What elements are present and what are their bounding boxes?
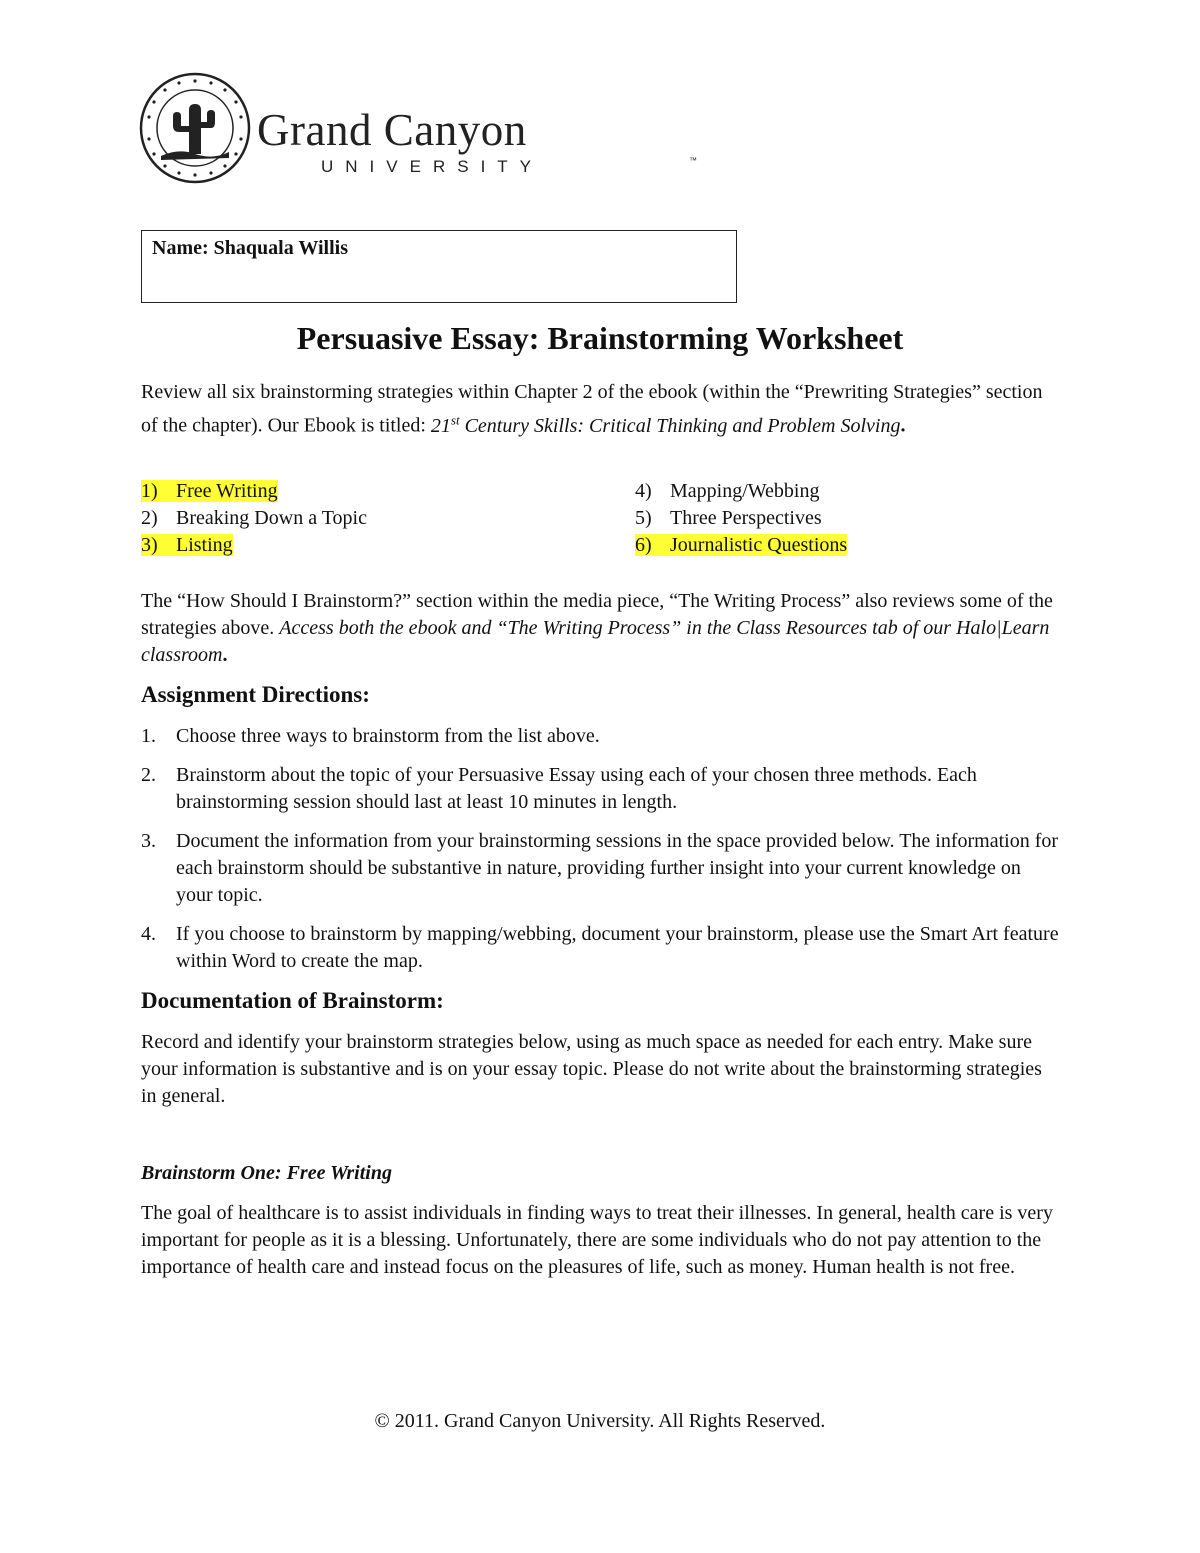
strategy-item: 4) Mapping/Webbing [635,480,820,502]
strategy-item [141,532,367,559]
logo-wordmark-university: UNIVERSITY [321,157,544,176]
page-title: Persuasive Essay: Brainstorming Worksheet [296,320,904,356]
logo-wordmark-grand-canyon: Grand Canyon [257,105,527,155]
university-logo [139,72,697,184]
documentation-paragraph: Record and identify your brainstorm strategies below, using as much space as needed for each entry. Make sure your information is substantive and is on your essay topic. Please do not write about the brainstorming strategies in general. [141,1031,1042,1107]
strategy-highlight: 6) Journalistic Questions [635,534,848,556]
copyright-footer: © 2011. Grand Canyon University. All Rights Reserved. [374,1410,826,1432]
intro-paragraph: Review all six brainstorming strategies within Chapter 2 of the ebook (within the “Prewriting Strategies” section of the chapter). Our Ebook is titled: 21st Century Skills: Critical Thinking and Problem Solving. [141,381,1043,437]
logo-trademark: ™ [689,156,697,165]
strategy-item [141,478,367,505]
strategy-item: 2) Breaking Down a Topic [141,507,367,529]
directions-list [141,723,1061,987]
strategy-item: 5) Three Perspectives [635,507,822,529]
documentation-heading: Documentation of Brainstorm: [141,988,444,1013]
direction-item: 2. Brainstorm about the topic of your Persuasive Essay using each of your chosen three methods. Each brainstorming session should last at least 10 minutes in length. [141,764,977,813]
strategy-list-left [141,478,367,559]
assignment-directions-heading: Assignment Directions: [141,682,370,707]
strategy-highlight: 1) Free Writing [141,480,278,502]
strategy-highlight: 3) Listing [141,534,233,556]
media-paragraph: The “How Should I Brainstorm?” section within the media piece, “The Writing Process” also reviews some of the strategies above. Access both the ebook and “The Writing Process” in the Class Resources tab of our Halo|Learn classroom. [141,590,1053,666]
direction-item: 4. If you choose to brainstorm by mapping/webbing, document your brainstorm, please use the Smart Art feature within Word to create the map. [141,923,1059,972]
name-box [141,230,737,303]
student-name: Name: Shaquala Willis [152,237,348,259]
direction-item: 3. Document the information from your brainstorming sessions in the space provided below. The information for each brainstorm should be substantive in nature, providing further insight into your current knowledge on your topic. [141,830,1059,906]
brainstorm-one-text: The goal of healthcare is to assist individuals in finding ways to treat their illnesses. In general, health care is very important for people as it is a blessing. Unfortunately, there are some individuals who do not pay attention to the importance of health care and instead focus on the pleasures of life, such as money. Human health is not free. [141,1202,1053,1278]
university-seal-icon [139,72,251,184]
direction-item: 1. Choose three ways to brainstorm from the list above. [141,725,600,747]
strategy-item [635,532,847,559]
ebook-title: 21st Century Skills: Critical Thinking and Problem Solving [430,412,901,437]
brainstorm-one-heading: Brainstorm One: Free Writing [141,1162,392,1184]
strategy-list-right [635,478,847,559]
